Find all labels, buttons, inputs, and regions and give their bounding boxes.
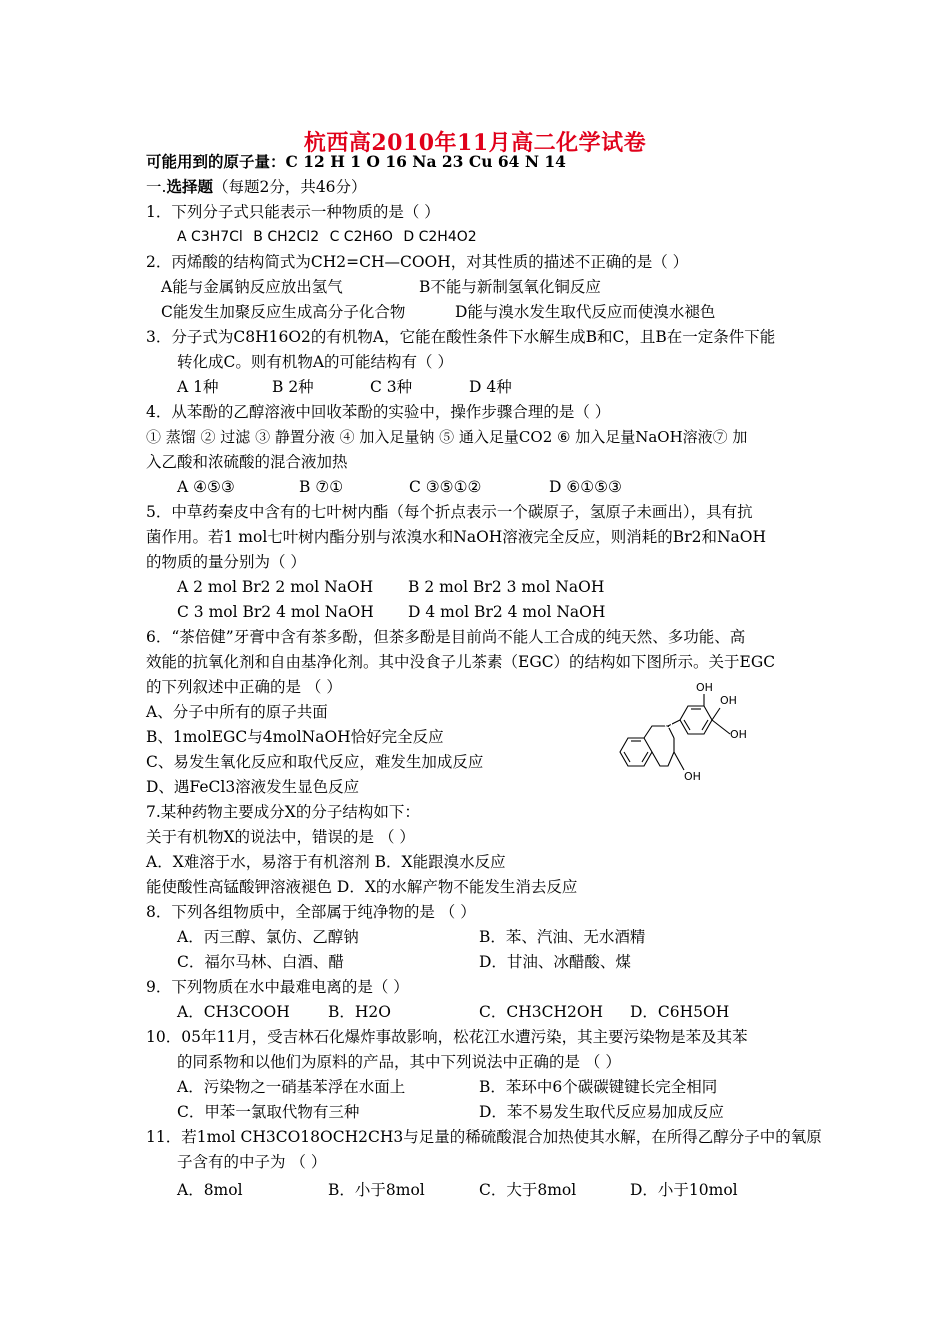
section-name: 选择题 — [166, 177, 213, 196]
q6-option-b: B、1molEGC与4molNaOH恰好完全反应 — [146, 728, 444, 746]
question-1-options — [177, 227, 477, 247]
q5-option-d: D 4 mol Br2 4 mol NaOH — [408, 603, 606, 621]
q10-option-b: B．苯环中6个碳碳键键长完全相同 — [479, 1078, 718, 1096]
q8-option-d: D．甘油、冰醋酸、煤 — [479, 953, 631, 971]
ring-oxygen-mask: O — [664, 718, 673, 731]
oh-label-top: OH — [696, 681, 713, 694]
benzene-ring-left — [620, 738, 652, 766]
q3-option-b: B 2种 — [272, 378, 314, 396]
q8-option-c: C．福尔马林、白酒、醋 — [177, 953, 344, 971]
question-7-line3: A．X难溶于水，易溶于有机溶剂 B．X能跟溴水反应 — [146, 853, 506, 871]
oh-label-upper-right: OH — [720, 694, 737, 707]
question-9-stem: 9．下列物质在水中最难电离的是（ ） — [146, 978, 409, 996]
q4-option-d: D ⑥①⑤③ — [549, 478, 622, 496]
question-7-line2: 关于有机物X的说法中，错误的是 （ ） — [146, 828, 415, 846]
q6-option-a: A、分子中所有的原子共面 — [146, 703, 328, 721]
q10-option-a: A．污染物之一硝基苯浮在水面上 — [177, 1078, 406, 1096]
question-5-line3: 的物质的量分别为（ ） — [146, 553, 306, 571]
question-5-line2: 菌作用。若1 mol七叶树内酯分别与浓溴水和NaOH溶液完全反应，则消耗的Br2和NaOH — [146, 528, 766, 546]
question-6-line2: 效能的抗氧化剂和自由基净化剂。其中没食子儿茶素（EGC）的结构如下图所示。关于EGC — [146, 653, 776, 671]
question-4-steps-line2: 入乙酸和浓硫酸的混合液加热 — [146, 453, 348, 471]
q9-option-b: B．H2O — [328, 1003, 391, 1021]
atomic-masses: 可能用到的原子量：C 12 H 1 O 16 Na 23 Cu 64 N 14 — [146, 152, 566, 171]
question-10-line1: 10．05年11月，受吉林石化爆炸事故影响，松花江水遭污染，其主要污染物是苯及其苯 — [146, 1028, 748, 1046]
question-4-steps-line1: ① 蒸馏 ② 过滤 ③ 静置分液 ④ 加入足量钠 ⑤ 通入足量CO2 ⑥ 加入足量NaOH溶液⑦ 加 — [146, 428, 748, 446]
question-11-line2: 子含有的中子为 （ ） — [177, 1153, 327, 1171]
q5-option-c: C 3 mol Br2 4 mol NaOH — [177, 603, 374, 621]
q9-option-d: D．C6H5OH — [630, 1003, 730, 1021]
question-4-stem: 4．从苯酚的乙醇溶液中回收苯酚的实验中，操作步骤合理的是（ ） — [146, 403, 611, 421]
question-6-line3: 的下列叙述中正确的是 （ ） — [146, 678, 342, 696]
section-note: （每题2分，共46分） — [212, 178, 367, 196]
q2-option-a: A能与金属钠反应放出氢气 — [161, 278, 343, 296]
question-2-stem: 2．丙烯酸的结构简式为CH2=CH—COOH，对其性质的描述不正确的是（ ） — [146, 253, 689, 271]
question-10-line2: 的同系物和以他们为原料的产品，其中下列说法中正确的是 （ ） — [177, 1053, 621, 1071]
section-heading — [146, 177, 367, 197]
oh-bond — [712, 720, 730, 734]
q10-option-d: D．苯不易发生取代反应易加成反应 — [479, 1103, 724, 1121]
q2-option-b: B不能与新制氢氧化铜反应 — [419, 278, 601, 296]
oh-bond — [674, 752, 684, 770]
q6-option-d: D、遇FeCl3溶液发生显色反应 — [146, 778, 360, 796]
question-1-stem: 1．下列分子式只能表示一种物质的是（ ） — [146, 203, 440, 221]
exam-title: 杭西高2010年11月高二化学试卷 — [303, 130, 647, 156]
q11-option-a: A．8mol — [177, 1181, 243, 1199]
oh-label-bottom: OH — [684, 770, 701, 783]
q5-option-a: A 2 mol Br2 2 mol NaOH — [177, 578, 374, 596]
question-3-line2: 转化成C。则有机物A的可能结构有（ ） — [177, 353, 453, 371]
q2-option-c: C能发生加聚反应生成高分子化合物 — [161, 303, 406, 321]
question-7-line4: 能使酸性高锰酸钾溶液褪色 D．X的水解产物不能发生消去反应 — [146, 878, 578, 896]
question-7-line1: 7.某种药物主要成分X的分子结构如下： — [146, 803, 420, 821]
q11-option-d: D．小于10mol — [630, 1181, 738, 1199]
question-11-line1: 11．若1mol CH3CO18OCH2CH3与足量的稀硫酸混合加热使其水解，在所得乙醇分子中的氧原 — [146, 1128, 822, 1146]
q4-option-c: C ③⑤①② — [409, 478, 482, 496]
q1-option-a: A C3H7Cl — [177, 229, 243, 245]
q1-option-b: B CH2Cl2 — [253, 229, 320, 245]
q6-option-c: C、易发生氧化反应和取代反应，难发生加成反应 — [146, 753, 484, 771]
q9-option-c: C．CH3CH2OH — [479, 1003, 604, 1021]
q5-option-b: B 2 mol Br2 3 mol NaOH — [408, 578, 605, 596]
q3-option-c: C 3种 — [370, 378, 413, 396]
q4-option-a: A ④⑤③ — [177, 478, 235, 496]
q1-option-d: D C2H4O2 — [403, 229, 477, 245]
q10-option-c: C．甲苯一氯取代物有三种 — [177, 1103, 360, 1121]
q8-option-b: B．苯、汽油、无水酒精 — [479, 928, 646, 946]
q4-option-b: B ⑦① — [299, 478, 344, 496]
question-8-stem: 8．下列各组物质中，全部属于纯净物的是 （ ） — [146, 903, 476, 921]
question-6-line1: 6．“茶倍健”牙膏中含有茶多酚，但茶多酚是目前尚不能人工合成的纯天然、多功能、高 — [146, 628, 746, 646]
q11-option-b: B．小于8mol — [328, 1181, 425, 1199]
benzene-ring-right — [680, 706, 712, 734]
egc-structure-diagram — [612, 676, 772, 788]
q9-option-a: A．CH3COOH — [177, 1003, 290, 1021]
oh-label-right: OH — [730, 728, 747, 741]
q8-option-a: A．丙三醇、氯仿、乙醇钠 — [177, 928, 359, 946]
q1-option-c: C C2H6O — [329, 229, 393, 245]
oh-bond — [712, 708, 720, 720]
question-3-line1: 3．分子式为C8H16O2的有机物A，它能在酸性条件下水解生成B和C，且B在一定条件下能 — [146, 328, 776, 346]
q2-option-d: D能与溴水发生取代反应而使溴水褪色 — [455, 303, 716, 321]
q3-option-a: A 1种 — [177, 378, 219, 396]
q11-option-c: C．大于8mol — [479, 1181, 577, 1199]
section-number: 一. — [146, 178, 167, 196]
q3-option-d: D 4种 — [469, 378, 512, 396]
question-5-line1: 5．中草药秦皮中含有的七叶树内酯（每个折点表示一个碳原子，氢原子未画出），具有抗 — [146, 503, 753, 521]
pyran-ring-lower — [652, 738, 674, 766]
